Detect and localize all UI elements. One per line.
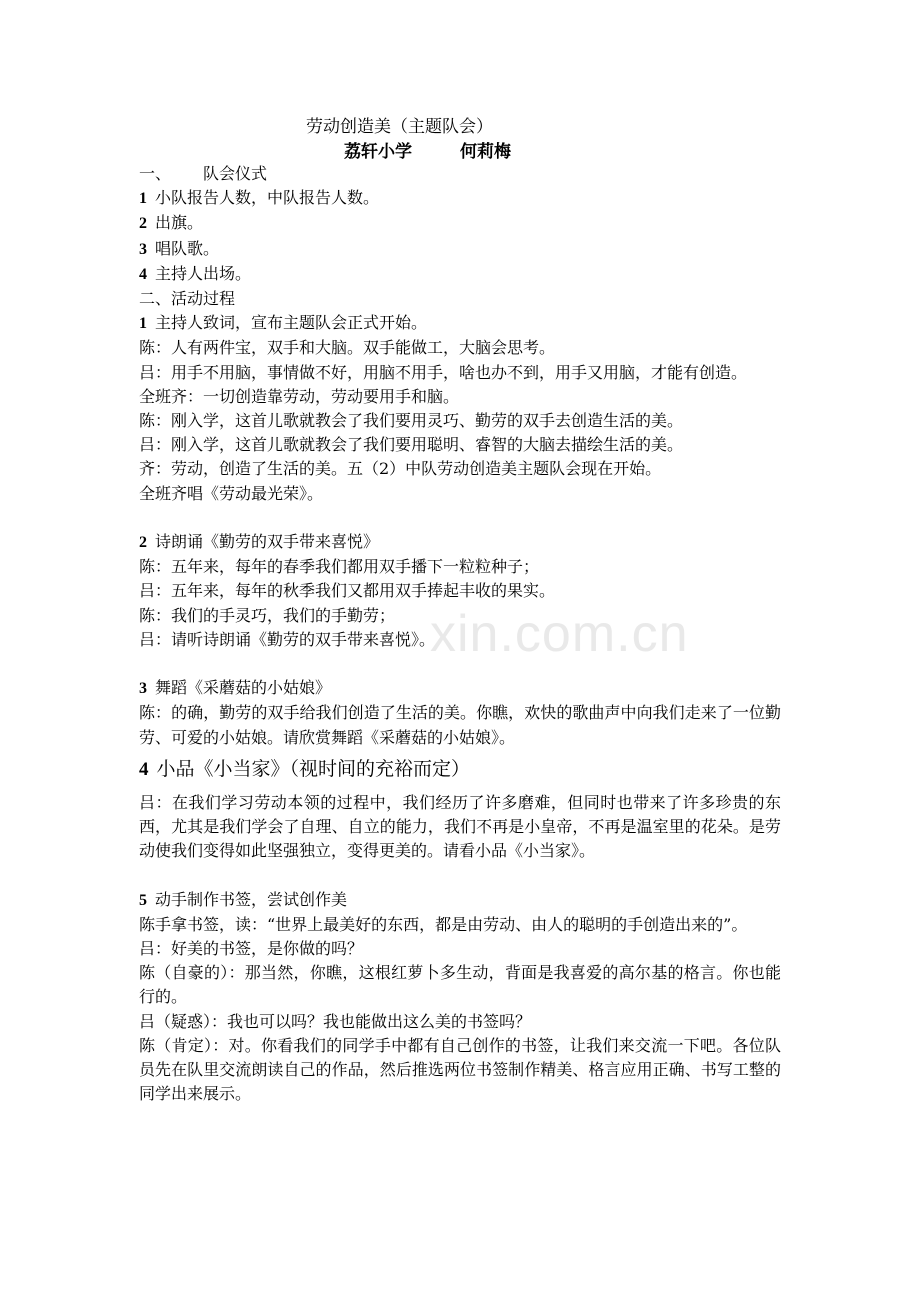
section-heading-ceremony: 一、 队会仪式 [139,164,268,183]
dialogue-line: 吕：五年来，每年的秋季我们又都用双手捧起丰收的果实。 [139,581,556,601]
list-item: 3 唱队歌。 [139,238,220,258]
dialogue-line: 全班齐：一切创造靠劳动，劳动要用手和脑。 [139,386,460,406]
dialogue-line: 齐：劳动，创造了生活的美。五（2）中队劳动创造美主题队会现在开始。 [139,459,662,479]
list-item: 2 出旗。 [139,213,204,233]
list-item: 1 小队报告人数，中队报告人数。 [139,188,380,208]
section-heading-process: 二、活动过程 [139,289,236,309]
dialogue-line: 陈：的确，勤劳的双手给我们创造了生活的美。你瞧，欢快的歌曲声中向我们走来了一位勤劳、可爱的小姑娘。请欣赏舞蹈《采蘑菇的小姑娘》。 [139,703,781,747]
dialogue-line: 陈（肯定）：对。你看我们的同学手中都有自己创作的书签，让我们来交流一下吧。各位队员先在队里交流朗读自己的作品，然后推选两位书签制作精美、格言应用正确、书写工整的同学出来展示。 [139,1035,781,1104]
dialogue-line: 全班齐唱《劳动最光荣》。 [139,483,324,503]
watermark: xin.com.cn [430,605,689,663]
part-heading: 5 动手制作书签，尝试创作美 [139,889,348,909]
document-body [139,162,781,1106]
author-name: 何莉梅 [460,142,511,162]
list-item: 4 主持人出场。 [139,263,252,283]
dialogue-line: 陈：五年来，每年的春季我们都用双手播下一粒粒种子； [139,557,540,577]
school-name: 荔轩小学 [344,142,412,162]
dialogue-line: 吕：好美的书签，是你做的吗？ [139,939,364,959]
dialogue-line: 陈：人有两件宝，双手和大脑。双手能做工，大脑会思考。 [139,338,556,358]
dialogue-line: 吕：在我们学习劳动本领的过程中，我们经历了许多磨难，但同时也带来了许多珍贵的东西，尤其是我们学会了自理、自立的能力，我们不再是小皇帝，不再是温室里的花朵。是劳动使我们变得如此坚强独立，变得更美的。请看小品《小当家》。 [139,792,781,861]
dialogue-line: 陈：刚入学，这首儿歌就教会了我们要用灵巧、勤劳的双手去创造生活的美。 [139,411,684,431]
dialogue-line: 吕：用手不用脑，事情做不好，用脑不用手，啥也办不到，用手又用脑，才能有创造。 [139,362,748,382]
part-heading: 1 主持人致词，宣布主题队会正式开始。 [139,313,428,333]
document-title: 劳动创造美（主题队会） [306,117,493,137]
dialogue-line: 吕：请听诗朗诵《勤劳的双手带来喜悦》。 [139,629,436,649]
dialogue-line: 吕：刚入学，这首儿歌就教会了我们要用聪明、睿智的大脑去描绘生活的美。 [139,435,684,455]
dialogue-line: 陈（自豪的）：那当然，你瞧，这根红萝卜多生动，背面是我喜爱的高尔基的格言。你也能行的。 [139,963,781,1007]
part-heading: 3 舞蹈《采蘑菇的小姑娘》 [139,678,332,698]
dialogue-line: 陈手拿书签，读：“世界上最美好的东西，都是由劳动、由人的聪明的手创造出来的”。 [139,914,748,934]
dialogue-line: 陈：我们的手灵巧，我们的手勤劳； [139,605,396,625]
dialogue-line: 吕（疑惑）：我也可以吗？我也能做出这么美的书签吗？ [139,1011,532,1031]
part-heading: 4 小品《小当家》（视时间的充裕而定） [139,757,471,780]
part-heading: 2 诗朗诵《勤劳的双手带来喜悦》 [139,532,380,552]
author-line [344,137,511,162]
